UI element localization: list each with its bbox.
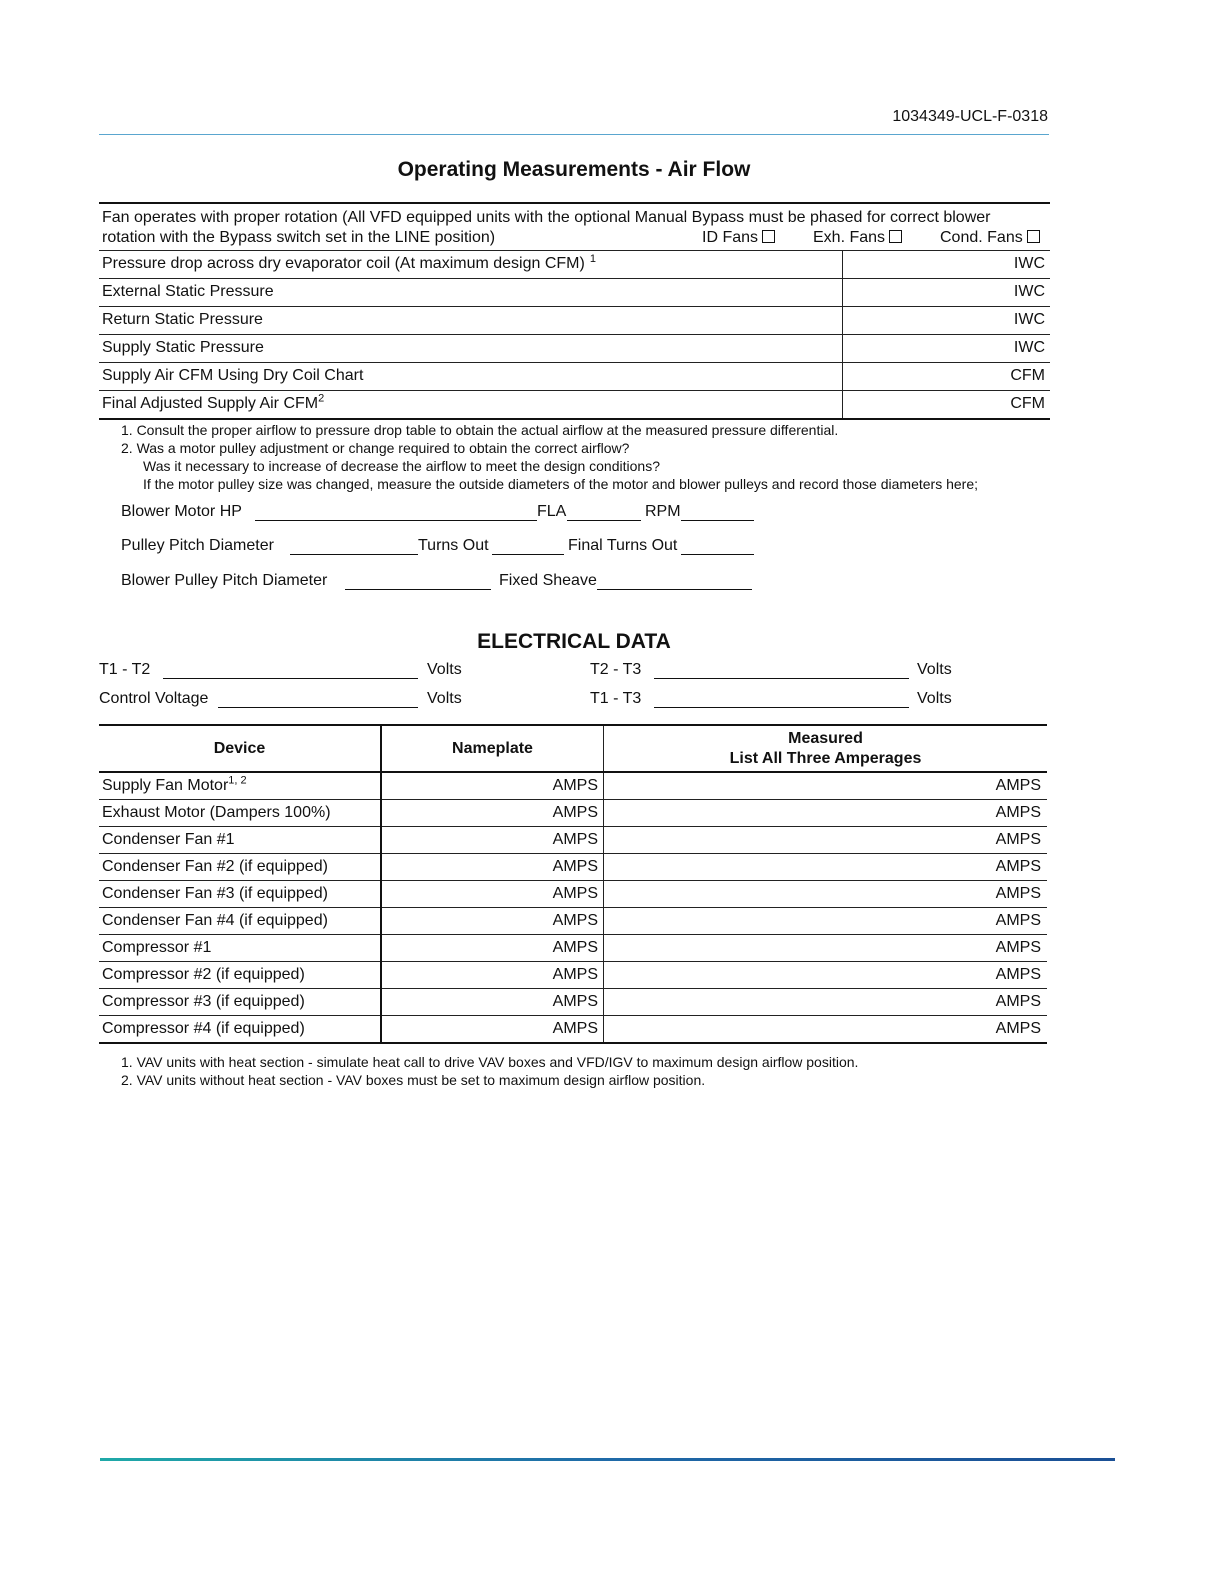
airflow-rows	[99, 251, 1050, 418]
device-header: Device	[99, 725, 381, 772]
device-name: Exhaust Motor (Dampers 100%)	[102, 804, 331, 821]
device-cell	[99, 881, 381, 908]
final-turns-out-field[interactable]	[681, 554, 754, 555]
table-row	[99, 881, 1047, 908]
device-name: Condenser Fan #1	[102, 831, 235, 848]
blower-pulley-field[interactable]	[345, 589, 491, 590]
turns-out-field[interactable]	[492, 554, 564, 555]
electrical-note-1: 1. VAV units with heat section - simulate heat call to drive VAV boxes and VFD/IGV to maximum design airflow position.	[121, 1054, 859, 1070]
airflow-row-unit[interactable]: IWC	[1013, 339, 1045, 356]
control-voltage-label: Control Voltage	[99, 690, 209, 707]
measured-amps-cell[interactable]: AMPS	[604, 1016, 1048, 1044]
rpm-label: RPM	[645, 503, 681, 520]
t1-t3-field[interactable]	[654, 707, 909, 708]
device-cell	[99, 1016, 381, 1044]
table-row	[99, 989, 1047, 1016]
device-name: Compressor #4 (if equipped)	[102, 1020, 305, 1037]
airflow-row-label	[99, 279, 843, 306]
measured-header	[604, 725, 1048, 772]
device-name: Compressor #2 (if equipped)	[102, 966, 305, 983]
fixed-sheave-label: Fixed Sheave	[499, 572, 597, 589]
table-row	[99, 962, 1047, 989]
blower-motor-hp-label: Blower Motor HP	[121, 503, 242, 520]
measured-header-line2: List All Three Amperages	[729, 749, 922, 767]
airflow-row-label	[99, 251, 843, 278]
device-cell	[99, 827, 381, 854]
nameplate-amps-cell[interactable]: AMPS	[381, 854, 604, 881]
nameplate-amps-cell[interactable]: AMPS	[381, 827, 604, 854]
airflow-row-unit[interactable]: IWC	[1013, 311, 1045, 328]
measured-amps-cell[interactable]: AMPS	[604, 989, 1048, 1016]
airflow-title: Operating Measurements - Air Flow	[397, 158, 751, 181]
device-name: Compressor #3 (if equipped)	[102, 993, 305, 1010]
fan-rotation-text-1: Fan operates with proper rotation (All VFD equipped units with the optional Manual Bypass must be phased for correct blower	[102, 209, 991, 226]
fla-field[interactable]	[567, 520, 641, 521]
device-cell	[99, 908, 381, 935]
exh-fans-label: Exh. Fans	[813, 229, 886, 246]
electrical-title: ELECTRICAL DATA	[477, 630, 671, 653]
fan-rotation-row	[99, 204, 1050, 251]
device-name: Condenser Fan #2 (if equipped)	[102, 858, 328, 875]
airflow-row-text: External Static Pressure	[102, 283, 274, 300]
exh-fans-option[interactable]	[813, 229, 902, 247]
nameplate-amps-cell[interactable]: AMPS	[381, 908, 604, 935]
id-fans-label: ID Fans	[702, 229, 759, 246]
t1-t2-volts: Volts	[427, 661, 462, 678]
device-cell	[99, 962, 381, 989]
airflow-row-label	[99, 335, 843, 362]
nameplate-amps-cell[interactable]: AMPS	[381, 935, 604, 962]
measured-amps-cell[interactable]: AMPS	[604, 854, 1048, 881]
airflow-row-text: Supply Static Pressure	[102, 339, 264, 356]
measured-amps-cell[interactable]: AMPS	[604, 772, 1048, 800]
airflow-row	[99, 251, 1050, 279]
airflow-note-2b: Was it necessary to increase of decrease the airflow to meet the design conditions?	[143, 458, 660, 474]
exh-fans-checkbox[interactable]	[889, 230, 902, 243]
electrical-rows	[99, 772, 1047, 1043]
airflow-row-label	[99, 307, 843, 334]
blower-pulley-label: Blower Pulley Pitch Diameter	[121, 572, 328, 589]
device-cell	[99, 989, 381, 1016]
pulley-pitch-label: Pulley Pitch Diameter	[121, 537, 274, 554]
measured-amps-cell[interactable]: AMPS	[604, 827, 1048, 854]
airflow-row	[99, 307, 1050, 335]
turns-out-label: Turns Out	[418, 537, 489, 554]
cond-fans-label: Cond. Fans	[940, 229, 1023, 246]
airflow-row-unit[interactable]: CFM	[1010, 367, 1045, 384]
airflow-note-2: 2. Was a motor pulley adjustment or change required to obtain the correct airflow?	[121, 440, 630, 456]
airflow-row	[99, 391, 1050, 418]
nameplate-amps-cell[interactable]: AMPS	[381, 772, 604, 800]
fla-label: FLA	[537, 503, 567, 520]
airflow-row-unit[interactable]: IWC	[1013, 283, 1045, 300]
cond-fans-option[interactable]	[940, 229, 1040, 247]
table-row	[99, 800, 1047, 827]
device-cell	[99, 935, 381, 962]
airflow-row-text: Supply Air CFM Using Dry Coil Chart	[102, 367, 364, 384]
airflow-row-unit[interactable]: CFM	[1010, 395, 1045, 412]
device-cell	[99, 772, 381, 800]
t2-t3-volts: Volts	[917, 661, 952, 678]
t2-t3-label: T2 - T3	[590, 661, 642, 678]
control-voltage-volts: Volts	[427, 690, 462, 707]
blower-motor-hp-field[interactable]	[255, 520, 537, 521]
table-row	[99, 1016, 1047, 1044]
t2-t3-field[interactable]	[654, 678, 909, 679]
nameplate-amps-cell[interactable]: AMPS	[381, 962, 604, 989]
footer-rule	[100, 1458, 1115, 1461]
final-turns-out-label: Final Turns Out	[568, 537, 678, 554]
t1-t2-label: T1 - T2	[99, 661, 151, 678]
table-row	[99, 935, 1047, 962]
table-row	[99, 854, 1047, 881]
airflow-row	[99, 335, 1050, 363]
device-name: Condenser Fan #4 (if equipped)	[102, 912, 328, 929]
device-cell	[99, 800, 381, 827]
airflow-row-text: Return Static Pressure	[102, 311, 263, 328]
airflow-row-unit[interactable]: IWC	[1013, 255, 1045, 272]
measured-amps-cell[interactable]: AMPS	[604, 935, 1048, 962]
airflow-row-text: Pressure drop across dry evaporator coil (At maximum design CFM)	[102, 255, 585, 272]
control-voltage-field[interactable]	[218, 707, 418, 708]
device-name: Condenser Fan #3 (if equipped)	[102, 885, 328, 902]
nameplate-amps-cell[interactable]: AMPS	[381, 989, 604, 1016]
document-number: 1034349-UCL-F-0318	[892, 108, 1048, 125]
id-fans-option[interactable]	[702, 229, 775, 247]
airflow-row-label	[99, 363, 843, 390]
table-row	[99, 827, 1047, 854]
electrical-note-2: 2. VAV units without heat section - VAV boxes must be set to maximum design airflow position.	[121, 1072, 706, 1088]
table-row	[99, 772, 1047, 800]
airflow-row-text: Final Adjusted Supply Air CFM	[102, 395, 319, 412]
airflow-note-2c: If the motor pulley size was changed, measure the outside diameters of the motor and blower pulleys and record those diameters here;	[143, 476, 979, 492]
footnote-ref: 1, 2	[228, 774, 247, 787]
measured-amps-cell[interactable]: AMPS	[604, 962, 1048, 989]
airflow-row	[99, 279, 1050, 307]
measured-amps-cell[interactable]: AMPS	[604, 908, 1048, 935]
airflow-row-label	[99, 391, 843, 418]
id-fans-checkbox[interactable]	[762, 230, 775, 243]
t1-t3-label: T1 - T3	[590, 690, 642, 707]
airflow-table	[99, 202, 1050, 420]
device-cell	[99, 854, 381, 881]
table-row	[99, 908, 1047, 935]
rpm-field[interactable]	[681, 520, 754, 521]
measured-header-line1: Measured	[788, 729, 863, 747]
nameplate-header: Nameplate	[381, 725, 604, 772]
footnote-ref: 2	[318, 392, 325, 405]
pulley-pitch-field[interactable]	[290, 554, 418, 555]
cond-fans-checkbox[interactable]	[1027, 230, 1040, 243]
t1-t2-field[interactable]	[163, 678, 418, 679]
airflow-note-1: 1. Consult the proper airflow to pressure drop table to obtain the actual airflow at the measured pressure differential.	[121, 422, 839, 438]
measured-amps-cell[interactable]: AMPS	[604, 800, 1048, 827]
footnote-ref: 1	[589, 252, 596, 265]
measured-amps-cell[interactable]: AMPS	[604, 881, 1048, 908]
nameplate-amps-cell[interactable]: AMPS	[381, 881, 604, 908]
header-rule	[99, 134, 1049, 135]
nameplate-amps-cell[interactable]: AMPS	[381, 1016, 604, 1044]
device-name: Compressor #1	[102, 939, 212, 956]
device-name: Supply Fan Motor	[102, 777, 229, 794]
t1-t3-volts: Volts	[917, 690, 952, 707]
fan-rotation-text-2: rotation with the Bypass switch set in the LINE position)	[102, 229, 496, 246]
airflow-row	[99, 363, 1050, 391]
nameplate-amps-cell[interactable]: AMPS	[381, 800, 604, 827]
electrical-table	[99, 724, 1047, 1044]
fixed-sheave-field[interactable]	[597, 589, 752, 590]
